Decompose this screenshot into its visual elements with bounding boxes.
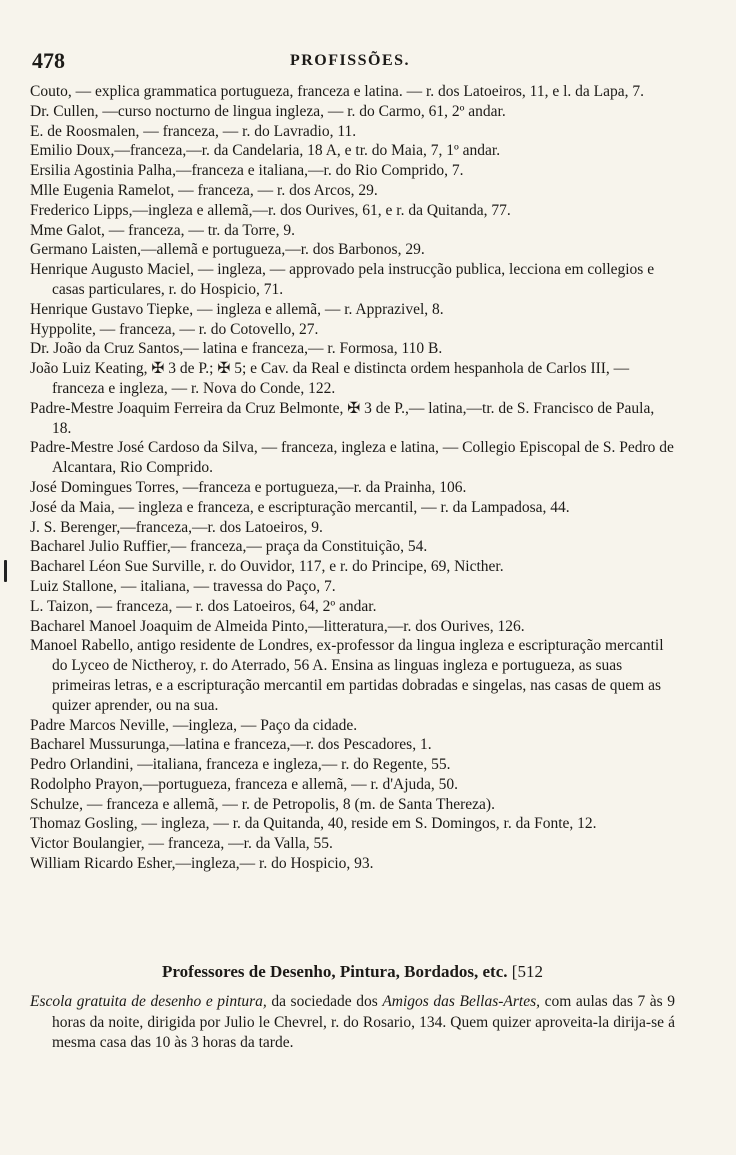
directory-entry: Mlle Eugenia Ramelot, — franceza, — r. dos Arcos, 29. xyxy=(30,181,378,199)
directory-entry: Germano Laisten,—allemã e portugueza,—r. dos Barbonos, 29. xyxy=(30,241,425,259)
page-number: 478 xyxy=(32,48,65,73)
directory-entry: Henrique Gustavo Tiepke, — ingleza e allemã, — r. Apprazivel, 8. xyxy=(30,300,444,318)
directory-entry: Frederico Lipps,—ingleza e allemã,—r. dos Ourives, 61, e r. da Quitanda, 77. xyxy=(30,201,511,219)
section-reference: [512 xyxy=(511,962,543,981)
directory-entry: Bacharel Julio Ruffier,— franceza,— praça da Constituição, 54. xyxy=(30,538,428,556)
directory-entry: Hyppolite, — franceza, — r. do Cotovello, 27. xyxy=(30,320,319,338)
directory-entry: José da Maia, — ingleza e franceza, e escripturação mercantil, — r. da Lampadosa, 44. xyxy=(30,498,570,516)
directory-entries xyxy=(30,82,675,874)
school-name: Escola gratuita de desenho e pintura, xyxy=(30,993,267,1010)
directory-entry: Emilio Doux,—franceza,—r. da Candelaria, 18 A, e tr. do Maia, 7, 1º andar. xyxy=(30,142,501,160)
directory-entry: Padre Marcos Neville, —ingleza, — Paço da cidade. xyxy=(30,716,358,734)
directory-entry: Ersilia Agostinia Palha,—franceza e italiana,—r. do Rio Comprido, 7. xyxy=(30,162,464,180)
directory-entry: Victor Boulangier, — franceza, —r. da Valla, 55. xyxy=(30,835,333,853)
directory-entry: Henrique Augusto Maciel, — ingleza, — approvado pela instrucção publica, lecciona em collegios e casas particulares, r. do Hospicio, 71. xyxy=(30,261,655,298)
section-title: Professores de Desenho, Pintura, Bordados, etc. xyxy=(162,962,508,981)
directory-entry: João Luiz Keating, ✠ 3 de P.; ✠ 5; e Cav. da Real e distincta ordem hespanhola de Carlos III, — franceza e ingleza, — r. Nova do Conde, 122. xyxy=(30,360,630,397)
directory-entry: José Domingues Torres, —franceza e portugueza,—r. da Prainha, 106. xyxy=(30,478,467,496)
directory-entry: Bacharel Manoel Joaquim de Almeida Pinto,—litteratura,—r. dos Ourives, 126. xyxy=(30,617,525,635)
directory-entry: Bacharel Léon Sue Surville, r. do Ouvidor, 117, e r. do Principe, 69, Nicther. xyxy=(30,558,504,576)
directory-entry: Bacharel Mussurunga,—latina e franceza,—r. dos Pescadores, 1. xyxy=(30,736,432,754)
section-heading xyxy=(30,962,675,982)
directory-entry: Luiz Stallone, — italiana, — travessa do Paço, 7. xyxy=(30,577,336,595)
directory-entry: Couto, — explica grammatica portugueza, franceza e latina. — r. dos Latoeiros, 11, e l. da Lapa, 7. xyxy=(30,83,645,100)
section-body xyxy=(30,992,675,1054)
directory-entry: L. Taizon, — franceza, — r. dos Latoeiros, 64, 2º andar. xyxy=(30,597,377,615)
directory-entry: Schulze, — franceza e allemã, — r. de Petropolis, 8 (m. de Santa Thereza). xyxy=(30,795,495,813)
page-header xyxy=(30,48,670,78)
directory-entry: William Ricardo Esher,—ingleza,— r. do Hospicio, 93. xyxy=(30,855,374,873)
directory-entry: Dr. Cullen, —curso nocturno de lingua ingleza, — r. do Carmo, 61, 2º andar. xyxy=(30,102,506,120)
directory-entry: Padre-Mestre José Cardoso da Silva, — franceza, ingleza e latina, — Collegio Episcopal de S. Pedro de Alcantara, Rio Comprido. xyxy=(30,439,674,477)
directory-entry: Padre-Mestre Joaquim Ferreira da Cruz Belmonte, ✠ 3 de P.,— latina,—tr. de S. Francisco de Paula, 18. xyxy=(30,399,655,437)
directory-entry: Rodolpho Prayon,—portugueza, franceza e allemã, — r. d'Ajuda, 50. xyxy=(30,775,459,793)
section-paragraph xyxy=(30,992,675,1054)
paragraph-text: com aulas das 7 às 9 horas da noite, dirigida por Julio le Chevrel, r. do Rosario, 134. Quem quizer aproveita-la dirija-se á mesma casa das 10 às 3 horas da tarde. xyxy=(52,993,675,1051)
running-title: PROFISSÕES. xyxy=(289,52,411,69)
directory-entry: Manoel Rabello, antigo residente de Londres, ex-professor da lingua ingleza e escripturação mercantil do Lyceo de Nictheroy, r. do Aterrado, 56 A. Ensina as linguas ingleza e portugueza, as suas primeiras letras, e a escripturação mercantil em partidas dobradas e singelas, nas casas de quem as quizer aprender, ou na sua. xyxy=(30,637,664,714)
directory-entry: Mme Galot, — franceza, — tr. da Torre, 9. xyxy=(30,221,296,239)
paragraph-text: da sociedade dos xyxy=(266,993,383,1010)
margin-ink-mark xyxy=(4,560,7,582)
directory-entry: Thomaz Gosling, — ingleza, — r. da Quitanda, 40, reside em S. Domingos, r. da Fonte, 12. xyxy=(30,815,597,833)
society-name: Amigos das Bellas-Artes, xyxy=(382,993,540,1010)
directory-entry: E. de Roosmalen, — franceza, — r. do Lavradio, 11. xyxy=(30,122,357,140)
directory-entry: J. S. Berenger,—franceza,—r. dos Latoeiros, 9. xyxy=(30,518,323,536)
directory-entry: Pedro Orlandini, —italiana, franceza e ingleza,— r. do Regente, 55. xyxy=(30,756,451,774)
directory-entry: Dr. João da Cruz Santos,— latina e franceza,— r. Formosa, 110 B. xyxy=(30,340,443,358)
